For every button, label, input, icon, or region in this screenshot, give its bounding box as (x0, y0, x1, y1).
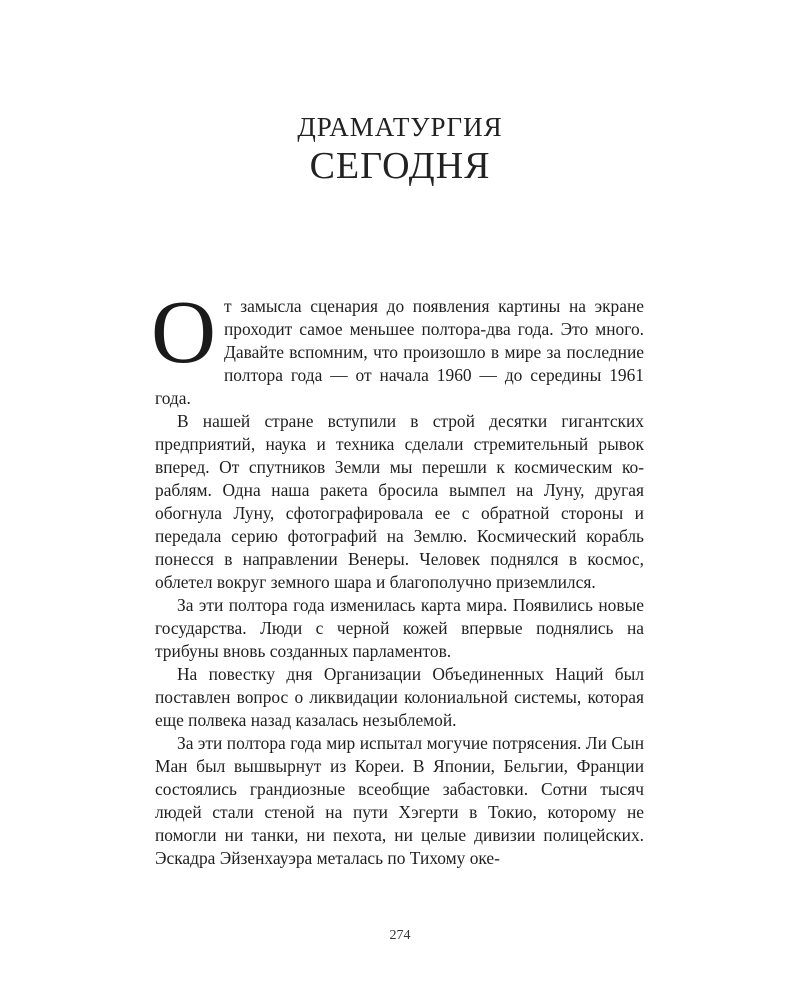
drop-cap: О (151, 283, 216, 382)
chapter-title-line-1: ДРАМАТУРГИЯ (297, 112, 503, 142)
paragraph-1 (151, 283, 644, 410)
chapter-title (0, 110, 800, 188)
paragraph-1-text: т замысла сценария до появления картины на экране проходит самое меньшее полтора-два года. Это много. Давайте вспомним, что произошло в мире за последние полтора года — от начала 1960 — до середины 1961 года. (155, 296, 644, 408)
chapter-title-line-2: СЕГОДНЯ (309, 145, 491, 187)
page-number: 274 (389, 928, 411, 943)
paragraph-5: За эти полтора года мир испытал могучие потрясения. Ли Сын Ман был вышвырнут из Кореи. В Японии, Бельгии, Франции состоялись грандиозные всеобщие забастовки. Сотни тысяч людей стали стеной на пути Хэгерти в Токио, которому не помогли ни танки, ни пехота, ни целые дивизии полицейских. Эскадра Эйзенхауэра металась по Тихому оке- (155, 733, 644, 868)
paragraph-2: В нашей стране вступили в строй десятки гигантских предприятий, наука и техника сделали стремительный рывок вперед. От спутников Земли мы перешли к космическим кораблям. Одна наша ракета бросила вымпел на Луну, другая обогнула Луну, сфотографировала ее с обратной стороны и передала серию фотографий на Землю. Космический корабль понесся в направлении Венеры. Человек поднялся в космос, облетел вокруг земного шара и благополучно приземлился. (155, 411, 644, 592)
paragraph-3: За эти полтора года изменилась карта мира. Появились новые государства. Люди с черной кожей впервые поднялись на трибуны вновь созданных парламентов. (155, 595, 644, 661)
paragraph-4: На повестку дня Организации Объединенных Наций был поставлен вопрос о ликвидации колониальной системы, которая еще полвека назад казалась незыблемой. (155, 664, 644, 730)
chapter-body (151, 283, 644, 870)
